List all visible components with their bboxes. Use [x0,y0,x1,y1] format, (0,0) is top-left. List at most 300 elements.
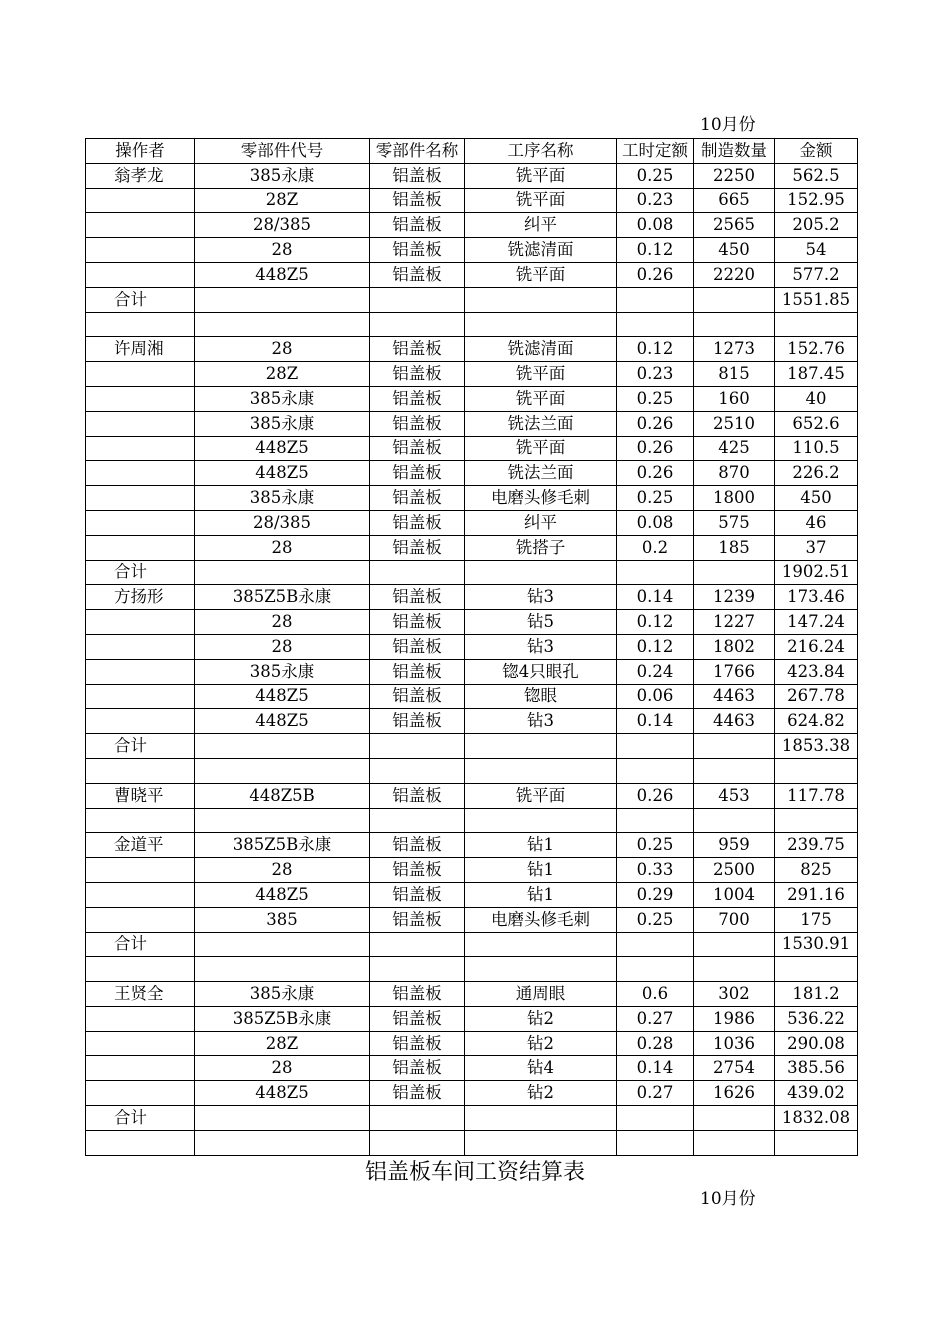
amount-cell: 439.02 [775,1081,858,1106]
quantity-cell: 1227 [694,610,775,635]
amount-cell: 1551.85 [775,287,858,312]
part-name-cell: 铝盖板 [370,1056,465,1081]
part-code-cell: 385Z5B永康 [195,585,370,610]
amount-cell: 110.5 [775,436,858,461]
amount-cell: 46 [775,510,858,535]
header-operator: 操作者 [86,139,195,164]
table-row [86,858,858,883]
operator-cell [86,634,195,659]
part-code-cell [195,957,370,982]
quantity-cell: 815 [694,362,775,387]
process-cell: 铣滤清面 [465,238,617,263]
part-name-cell: 铝盖板 [370,634,465,659]
amount-cell: 1832.08 [775,1106,858,1131]
quantity-cell: 1802 [694,634,775,659]
part-name-cell: 铝盖板 [370,783,465,808]
table-row [86,734,858,759]
quota-cell: 0.25 [617,486,694,511]
amount-cell: 152.76 [775,337,858,362]
part-code-cell: 28 [195,238,370,263]
table-row [86,1031,858,1056]
part-name-cell: 铝盖板 [370,659,465,684]
process-cell: 钻3 [465,585,617,610]
month-label-top: 10月份 [700,115,756,135]
table-row [86,882,858,907]
part-name-cell [370,560,465,585]
quantity-cell [694,932,775,957]
quota-cell: 0.12 [617,610,694,635]
operator-cell [86,486,195,511]
operator-cell: 王贤全 [86,982,195,1007]
quota-cell: 0.12 [617,238,694,263]
part-code-cell [195,287,370,312]
table-row [86,188,858,213]
amount-cell: 37 [775,535,858,560]
quantity-cell: 1986 [694,1006,775,1031]
amount-cell: 536.22 [775,1006,858,1031]
operator-cell: 合计 [86,1106,195,1131]
quota-cell: 0.08 [617,510,694,535]
amount-cell: 175 [775,907,858,932]
table-row [86,238,858,263]
quantity-cell: 665 [694,188,775,213]
table-row [86,436,858,461]
header-time-quota: 工时定额 [617,139,694,164]
amount-cell [775,957,858,982]
quota-cell: 0.14 [617,585,694,610]
quota-cell: 0.06 [617,684,694,709]
part-code-cell: 448Z5 [195,262,370,287]
quantity-cell: 453 [694,783,775,808]
quota-cell: 0.25 [617,907,694,932]
quantity-cell: 4463 [694,684,775,709]
process-cell: 钻2 [465,1081,617,1106]
part-name-cell: 铝盖板 [370,238,465,263]
amount-cell: 1853.38 [775,734,858,759]
part-code-cell: 385永康 [195,982,370,1007]
part-code-cell [195,1130,370,1155]
quota-cell: 0.25 [617,386,694,411]
quantity-cell: 1004 [694,882,775,907]
amount-cell: 187.45 [775,362,858,387]
quota-cell: 0.26 [617,436,694,461]
quantity-cell: 1036 [694,1031,775,1056]
part-code-cell [195,1106,370,1131]
operator-cell [86,510,195,535]
operator-cell [86,1006,195,1031]
process-cell [465,734,617,759]
operator-cell [86,188,195,213]
part-name-cell: 铝盖板 [370,907,465,932]
table-row [86,337,858,362]
table-row [86,535,858,560]
process-cell [465,312,617,337]
part-name-cell: 铝盖板 [370,163,465,188]
quantity-cell: 160 [694,386,775,411]
header-part-name: 零部件名称 [370,139,465,164]
table-row [86,411,858,436]
operator-cell [86,957,195,982]
quota-cell: 0.26 [617,461,694,486]
quota-cell: 0.25 [617,833,694,858]
process-cell [465,758,617,783]
process-cell: 钻2 [465,1031,617,1056]
operator-cell [86,262,195,287]
quantity-cell: 1239 [694,585,775,610]
part-code-cell: 28/385 [195,510,370,535]
table-row [86,312,858,337]
part-name-cell: 铝盖板 [370,982,465,1007]
quota-cell: 0.33 [617,858,694,883]
quantity-cell [694,758,775,783]
process-cell [465,808,617,833]
table-row [86,783,858,808]
part-code-cell: 448Z5 [195,684,370,709]
amount-cell: 423.84 [775,659,858,684]
part-code-cell [195,758,370,783]
process-cell: 锪眼 [465,684,617,709]
process-cell: 钻3 [465,634,617,659]
quota-cell: 0.12 [617,634,694,659]
part-code-cell: 385Z5B永康 [195,1006,370,1031]
quantity-cell: 1626 [694,1081,775,1106]
part-code-cell: 28Z [195,1031,370,1056]
part-name-cell: 铝盖板 [370,411,465,436]
operator-cell: 合计 [86,932,195,957]
part-code-cell [195,312,370,337]
part-name-cell: 铝盖板 [370,436,465,461]
quota-cell: 0.27 [617,1006,694,1031]
operator-cell: 合计 [86,560,195,585]
table-row [86,1130,858,1155]
amount-cell: 450 [775,486,858,511]
operator-cell: 方扬形 [86,585,195,610]
process-cell: 钻4 [465,1056,617,1081]
process-cell [465,932,617,957]
quota-cell [617,312,694,337]
quantity-cell: 2500 [694,858,775,883]
table-row [86,486,858,511]
quantity-cell: 2565 [694,213,775,238]
operator-cell [86,1130,195,1155]
part-code-cell: 448Z5 [195,1081,370,1106]
part-name-cell: 铝盖板 [370,1006,465,1031]
quantity-cell: 959 [694,833,775,858]
quota-cell [617,734,694,759]
table-row [86,163,858,188]
process-cell: 电磨头修毛刺 [465,486,617,511]
process-cell: 铣平面 [465,362,617,387]
process-cell: 铣滤清面 [465,337,617,362]
table-row [86,808,858,833]
quantity-cell [694,1106,775,1131]
quota-cell: 0.28 [617,1031,694,1056]
process-cell: 铣搭子 [465,535,617,560]
quota-cell: 0.23 [617,362,694,387]
operator-cell [86,1081,195,1106]
amount-cell: 290.08 [775,1031,858,1056]
quota-cell [617,957,694,982]
part-name-cell: 铝盖板 [370,858,465,883]
operator-cell [86,758,195,783]
part-name-cell: 铝盖板 [370,262,465,287]
operator-cell [86,659,195,684]
operator-cell [86,436,195,461]
quantity-cell: 2754 [694,1056,775,1081]
quantity-cell [694,734,775,759]
amount-cell: 54 [775,238,858,263]
amount-cell: 239.75 [775,833,858,858]
process-cell: 电磨头修毛刺 [465,907,617,932]
process-cell: 锪4只眼孔 [465,659,617,684]
quantity-cell: 1766 [694,659,775,684]
process-cell: 钻3 [465,709,617,734]
part-name-cell: 铝盖板 [370,585,465,610]
operator-cell [86,312,195,337]
process-cell: 钻2 [465,1006,617,1031]
process-cell: 通周眼 [465,982,617,1007]
part-name-cell [370,287,465,312]
part-code-cell: 448Z5 [195,709,370,734]
process-cell: 纠平 [465,510,617,535]
part-code-cell: 385Z5B永康 [195,833,370,858]
part-code-cell: 28 [195,535,370,560]
quantity-cell: 575 [694,510,775,535]
quantity-cell [694,1130,775,1155]
quantity-cell [694,808,775,833]
quota-cell: 0.25 [617,163,694,188]
quota-cell: 0.23 [617,188,694,213]
part-code-cell: 28Z [195,188,370,213]
part-name-cell [370,758,465,783]
table-row [86,461,858,486]
process-cell [465,1106,617,1131]
amount-cell: 624.82 [775,709,858,734]
header-part-code: 零部件代号 [195,139,370,164]
process-cell [465,560,617,585]
process-cell: 铣平面 [465,188,617,213]
month-label-bottom: 10月份 [700,1189,756,1209]
quantity-cell: 700 [694,907,775,932]
operator-cell: 合计 [86,287,195,312]
operator-cell [86,1056,195,1081]
table-row [86,634,858,659]
table-row [86,659,858,684]
amount-cell: 205.2 [775,213,858,238]
amount-cell [775,808,858,833]
process-cell: 钻1 [465,882,617,907]
part-name-cell: 铝盖板 [370,833,465,858]
part-name-cell [370,957,465,982]
part-name-cell: 铝盖板 [370,510,465,535]
quantity-cell [694,560,775,585]
operator-cell: 合计 [86,734,195,759]
amount-cell: 562.5 [775,163,858,188]
quantity-cell: 870 [694,461,775,486]
part-code-cell: 28 [195,1056,370,1081]
amount-cell: 226.2 [775,461,858,486]
operator-cell [86,858,195,883]
part-code-cell: 385永康 [195,163,370,188]
amount-cell [775,758,858,783]
amount-cell: 216.24 [775,634,858,659]
amount-cell: 147.24 [775,610,858,635]
part-code-cell [195,734,370,759]
quota-cell: 0.6 [617,982,694,1007]
amount-cell: 152.95 [775,188,858,213]
amount-cell [775,312,858,337]
operator-cell [86,386,195,411]
table-row [86,560,858,585]
quota-cell: 0.29 [617,882,694,907]
part-code-cell: 28 [195,610,370,635]
part-code-cell [195,808,370,833]
amount-cell: 291.16 [775,882,858,907]
quantity-cell: 425 [694,436,775,461]
part-code-cell: 385永康 [195,411,370,436]
process-cell: 钻1 [465,858,617,883]
table-row [86,684,858,709]
table-row [86,1081,858,1106]
part-code-cell: 28 [195,337,370,362]
amount-cell: 825 [775,858,858,883]
part-code-cell: 28/385 [195,213,370,238]
amount-cell [775,1130,858,1155]
quantity-cell [694,312,775,337]
part-code-cell: 448Z5 [195,436,370,461]
quota-cell: 0.08 [617,213,694,238]
operator-cell [86,808,195,833]
amount-cell: 267.78 [775,684,858,709]
process-cell: 铣法兰面 [465,461,617,486]
quota-cell [617,758,694,783]
part-name-cell: 铝盖板 [370,610,465,635]
table-row [86,709,858,734]
quota-cell [617,1106,694,1131]
table-row [86,1006,858,1031]
operator-cell [86,709,195,734]
operator-cell [86,535,195,560]
process-cell: 铣平面 [465,262,617,287]
quota-cell [617,932,694,957]
operator-cell [86,1031,195,1056]
amount-cell: 577.2 [775,262,858,287]
table-row [86,1106,858,1131]
table-row [86,585,858,610]
part-code-cell: 448Z5B [195,783,370,808]
part-name-cell: 铝盖板 [370,535,465,560]
amount-cell: 1902.51 [775,560,858,585]
table-row [86,758,858,783]
quantity-cell: 2250 [694,163,775,188]
part-code-cell: 385永康 [195,386,370,411]
part-name-cell: 铝盖板 [370,213,465,238]
quantity-cell: 2220 [694,262,775,287]
part-name-cell [370,1106,465,1131]
operator-cell [86,610,195,635]
operator-cell [86,411,195,436]
header-row [86,139,858,164]
part-name-cell [370,932,465,957]
quantity-cell: 4463 [694,709,775,734]
sheet-title: 铝盖板车间工资结算表 [364,1160,585,1185]
table-row [86,1056,858,1081]
process-cell [465,1130,617,1155]
amount-cell: 652.6 [775,411,858,436]
part-name-cell: 铝盖板 [370,684,465,709]
quantity-cell: 450 [694,238,775,263]
operator-cell [86,362,195,387]
process-cell: 铣法兰面 [465,411,617,436]
process-cell: 铣平面 [465,783,617,808]
operator-cell: 曹晓平 [86,783,195,808]
wage-settlement-table [85,138,858,1156]
quantity-cell: 185 [694,535,775,560]
table-row [86,213,858,238]
table-row [86,386,858,411]
quota-cell: 0.14 [617,709,694,734]
quantity-cell: 2510 [694,411,775,436]
part-name-cell: 铝盖板 [370,461,465,486]
quantity-cell: 302 [694,982,775,1007]
process-cell: 铣平面 [465,386,617,411]
operator-cell [86,882,195,907]
part-name-cell: 铝盖板 [370,386,465,411]
amount-cell: 385.56 [775,1056,858,1081]
operator-cell [86,684,195,709]
process-cell: 铣平面 [465,163,617,188]
quota-cell: 0.24 [617,659,694,684]
part-code-cell [195,560,370,585]
operator-cell [86,461,195,486]
process-cell: 钻1 [465,833,617,858]
quota-cell: 0.14 [617,1056,694,1081]
table-row [86,907,858,932]
quota-cell [617,287,694,312]
process-cell: 钻5 [465,610,617,635]
part-name-cell: 铝盖板 [370,337,465,362]
part-code-cell: 28Z [195,362,370,387]
quantity-cell [694,287,775,312]
part-code-cell: 448Z5 [195,461,370,486]
process-cell: 铣平面 [465,436,617,461]
part-name-cell: 铝盖板 [370,362,465,387]
amount-cell: 117.78 [775,783,858,808]
part-name-cell: 铝盖板 [370,1031,465,1056]
quota-cell: 0.26 [617,262,694,287]
part-name-cell: 铝盖板 [370,882,465,907]
quota-cell [617,560,694,585]
operator-cell: 许周湘 [86,337,195,362]
quantity-cell: 1800 [694,486,775,511]
part-name-cell: 铝盖板 [370,1081,465,1106]
header-process-name: 工序名称 [465,139,617,164]
table-row [86,610,858,635]
part-name-cell [370,734,465,759]
quota-cell: 0.27 [617,1081,694,1106]
part-code-cell: 385永康 [195,486,370,511]
quota-cell: 0.2 [617,535,694,560]
part-name-cell [370,808,465,833]
table-row [86,287,858,312]
amount-cell: 40 [775,386,858,411]
part-name-cell: 铝盖板 [370,486,465,511]
part-name-cell [370,312,465,337]
amount-cell: 181.2 [775,982,858,1007]
table-row [86,362,858,387]
operator-cell [86,907,195,932]
operator-cell [86,213,195,238]
